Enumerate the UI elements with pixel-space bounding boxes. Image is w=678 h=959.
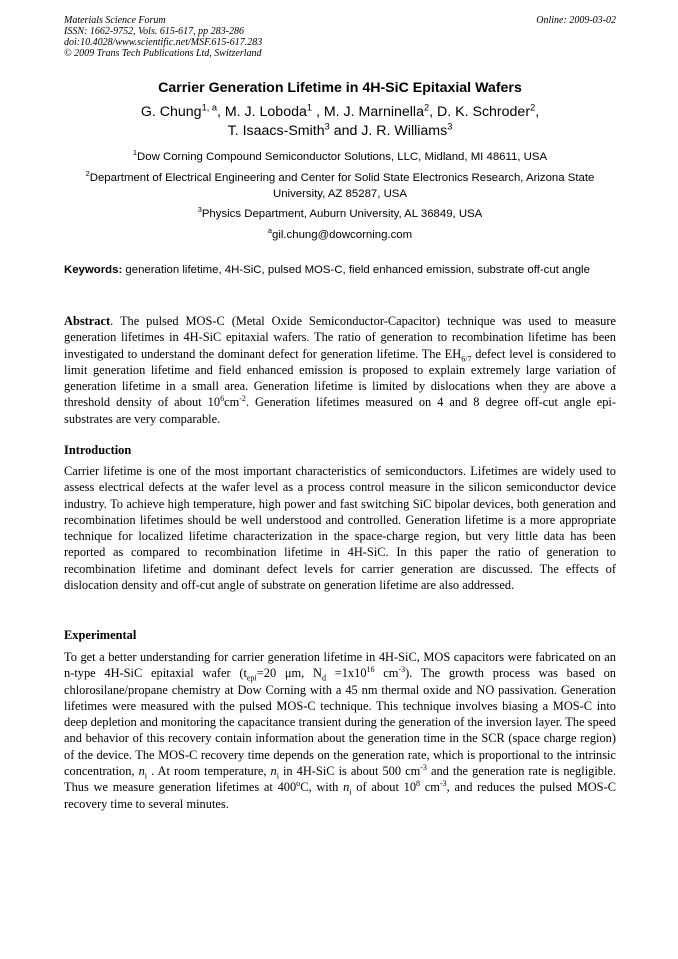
experimental-text: =1x10 [326,666,367,681]
affiliation-text: Physics Department, Auburn University, AL 36849, USA [201,208,483,220]
author-name: , D. K. Schroder [429,104,531,120]
intrinsic-symbol: n [270,764,277,779]
author-name: G. Chung [140,104,202,120]
affiliation-mark: a [267,226,272,236]
paper-title: Carrier Generation Lifetime in 4H-SiC Epitaxial Wafers [158,80,522,96]
experimental-superscript: 8 [416,779,421,789]
experimental-text: , and reduces the pulsed MOS-C recovery time to several minutes. [64,780,616,811]
experimental-text: in 4H-SiC is about 500 cm [278,764,421,779]
email-link[interactable]: gil.chung@dowcorning.com [272,229,413,241]
issn-line: ISSN: 1662-9752, Vols. 615-617, pp 283-286 [64,26,244,37]
experimental-subscript: epi [246,673,257,683]
author-affil-mark: 1, a [201,102,217,113]
affiliation-mark: 1 [132,148,138,158]
experimental-text: =20 μm, N [256,666,322,681]
experimental-text: C, with [300,780,344,795]
author-name: and J. R. Williams [329,123,448,139]
abstract-text: defect level is considered to limit generation lifetime and field enhanced emission is proposed to explain extremely large variation of generation lifetime in a small area. Generation lifetime is limited by dislocations when they are above a threshold density of about 10 [64,346,617,410]
experimental-text: of about 10 [351,780,417,795]
abstract-paragraph [64,313,616,427]
intrinsic-subscript: i [144,771,148,781]
experimental-text: and the generation rate is negligible. Thus we measure generation lifetimes at 400 [64,764,617,795]
author-affil-mark: 2 [530,102,536,113]
experimental-superscript: -3 [420,762,427,772]
doi-line[interactable]: doi:10.4028/www.scientific.net/MSF.615-617.283 [64,37,263,48]
affiliation-2 [64,170,616,202]
author-affil-mark: 1 [306,102,313,113]
abstract-superscript: -2 [239,394,246,404]
abstract-text: cm [224,395,240,410]
affiliation-email [64,227,616,243]
experimental-superscript: o [296,779,301,789]
intrinsic-symbol: n [343,780,350,795]
author-line-1 [60,103,620,122]
author-list [60,103,620,141]
author-separator: , [535,104,540,120]
affiliation-1 [64,149,616,165]
experimental-paragraph [64,649,616,812]
experimental-heading: Experimental [64,628,137,642]
affiliation-mark: 2 [85,169,90,179]
journal-name: Materials Science Forum [64,15,166,26]
keywords-text: generation lifetime, 4H-SiC, pulsed MOS-C, field enhanced emission, substrate off-cut angle [122,264,590,276]
author-affil-mark: 3 [447,121,453,132]
intrinsic-subscript: i [276,771,279,781]
affiliation-text: Dow Corning Compound Semiconductor Solutions, LLC, Midland, MI 48611, USA [137,151,548,163]
introduction-heading: Introduction [64,443,132,457]
abstract-label: Abstract [64,314,111,328]
author-line-2 [60,122,620,141]
author-name: T. Isaacs-Smith [227,123,325,139]
intrinsic-symbol: n [138,764,145,779]
affiliation-text: Department of Electrical Engineering and Center for Solid State Electronics Research, Arizona State University, AZ 85287, USA [89,172,595,200]
author-name: , M. J. Loboda [216,104,307,120]
experimental-text: cm [420,780,440,795]
affiliation-mark: 3 [197,205,202,215]
experimental-text: . At room temperature, [147,764,271,779]
journal-header [64,15,616,59]
experimental-superscript: -3 [398,665,406,675]
copyright-line: © 2009 Trans Tech Publications Ltd, Switzerland [64,48,262,59]
experimental-text: cm [374,666,399,681]
abstract-subscript: 6/7 [461,354,472,364]
abstract-superscript: 6 [220,394,225,404]
experimental-superscript: -3 [439,779,447,789]
experimental-superscript: 16 [366,665,375,675]
experimental-subscript: d [321,673,326,683]
author-affil-mark: 3 [324,121,330,132]
abstract-text: . Generation lifetimes measured on 4 and 8 degree off-cut angle epi-substrates are very comparable. [64,395,616,426]
author-affil-mark: 2 [423,102,430,113]
author-name: , M. J. Marninella [312,104,424,120]
introduction-paragraph: Carrier lifetime is one of the most important characteristics of semiconductors. Lifetimes are widely used to assess electrical defects at the wafer level as a process control measure in the silicon semiconductor device industry. To achieve high temperature, high power and fast switching SiC bipolar devices, both generation and recombination lifetimes should be well understood and controlled. Generation lifetime is a more appropriate technique for localized lifetime characterization in the space-charge region, but very little data has been reported as compared to recombination lifetime in 4H-SiC. In this paper the ratio of generation to recombination lifetime and dominant defect levels for carrier generation are discussed. The effects of dislocation density and off-cut angle of substrate on generation lifetime are also addressed. [64,464,616,593]
experimental-text: To get a better understanding for carrier generation lifetime in 4H-SiC, MOS capacitors were fabricated on an n-type 4H-SiC epitaxial wafer (t [64,650,616,681]
affiliation-3 [64,206,616,222]
online-date: Online: 2009-03-02 [536,15,616,26]
intrinsic-subscript: i [349,787,352,797]
abstract-text: . The pulsed MOS-C (Metal Oxide Semiconductor-Capacitor) technique was used to measure generation lifetimes in 4H-SiC epitaxial wafers. The ratio of generation to recombination lifetime has been investigated to understand the dominant defect for generation lifetime. The EH [64,314,616,361]
keywords [64,263,616,278]
experimental-text: ). The growth process was based on chlorosilane/propane chemistry at Dow Corning with a 45 nm thermal oxide and NO passivation. Generation lifetimes were measured with the pulsed MOS-C technique. This technique involves biasing a MOS-C into deep depletion and monitoring the capacitance transient during the generation of the inversion layer. The speed and behavior of this recovery contain information about the generation time in the SCR (space charge region) of the device. The MOS-C recovery time depends on the generation rate, which is proportional to the intrinsic concentration, [64,666,617,779]
keywords-label: Keywords: [64,264,123,276]
